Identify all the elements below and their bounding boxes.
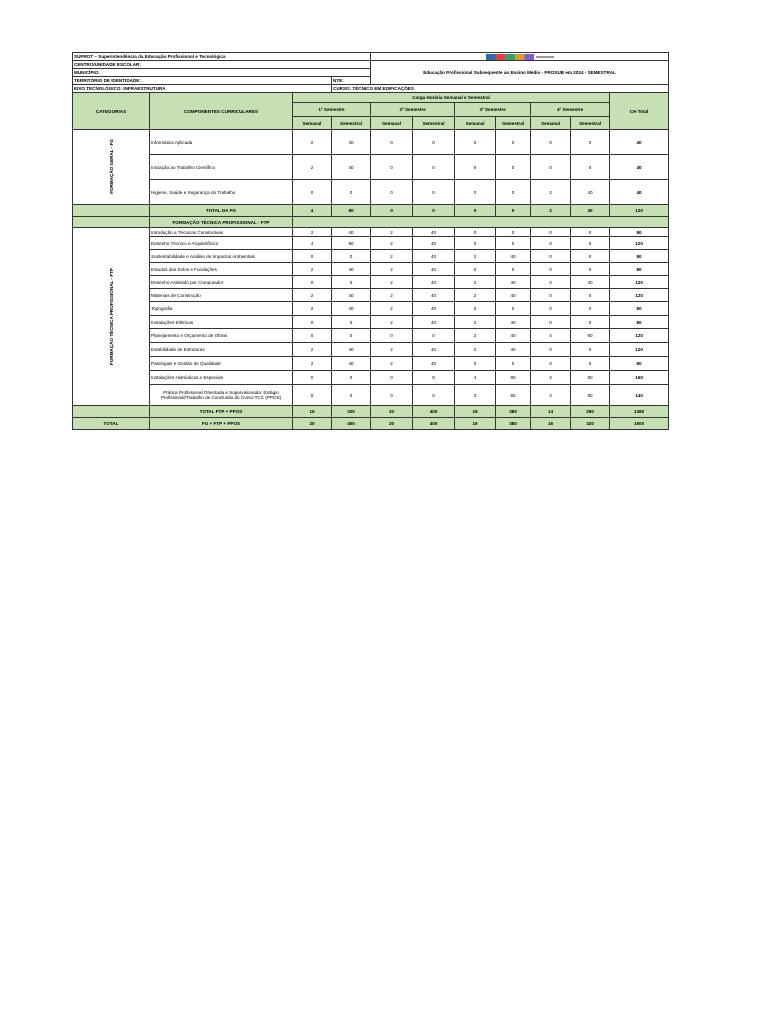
table-row [73, 329, 669, 343]
value-cell: 0 [531, 343, 571, 357]
fg-total-row [73, 205, 669, 217]
value-cell: 3 [455, 385, 496, 406]
value-cell: 0 [413, 130, 455, 155]
value-cell: 20 [371, 418, 413, 430]
value-cell: 0 [531, 302, 571, 316]
col-semestral: Semestral [413, 117, 455, 130]
value-cell: 80 [571, 385, 610, 406]
total-cell: 80 [610, 263, 669, 276]
value-cell: 40 [496, 329, 531, 343]
component-name: Topografia [150, 302, 293, 316]
value-cell: 2 [293, 357, 332, 371]
value-cell: 0 [413, 371, 455, 385]
value-cell: 2 [293, 343, 332, 357]
value-cell: 320 [571, 418, 610, 430]
value-cell: 40 [332, 130, 371, 155]
header-territorio: TERRITÓRIO DE IDENTIDADE: [73, 77, 332, 85]
header-eixo: EIXO TECNOLÓGICO: INFRAESTRUTURA [73, 85, 332, 93]
total-cell: 120 [610, 289, 669, 302]
value-cell: 0 [455, 130, 496, 155]
value-cell: 0 [332, 371, 371, 385]
value-cell: 0 [531, 250, 571, 263]
value-cell: 0 [455, 237, 496, 250]
component-name: Desenho Técnico e Arquitetônico [150, 237, 293, 250]
value-cell: 0 [413, 180, 455, 205]
value-cell: 0 [455, 205, 496, 217]
value-cell: 4 [531, 329, 571, 343]
value-cell: 40 [496, 276, 531, 289]
table-row [73, 155, 669, 180]
value-cell: 0 [293, 180, 332, 205]
value-cell: 0 [531, 357, 571, 371]
value-cell: 0 [531, 130, 571, 155]
value-cell: 280 [571, 406, 610, 418]
total-cell: 120 [610, 329, 669, 343]
value-cell: 0 [371, 180, 413, 205]
value-cell: 2 [455, 316, 496, 329]
value-cell: 20 [293, 418, 332, 430]
total-cell: 80 [610, 228, 669, 237]
value-cell: 0 [332, 329, 371, 343]
col-semanal: Semanal [531, 117, 571, 130]
value-cell: 0 [332, 276, 371, 289]
value-cell: 80 [496, 371, 531, 385]
table-row [73, 371, 669, 385]
value-cell: 0 [293, 385, 332, 406]
total-cell: 120 [610, 237, 669, 250]
empty-cell [73, 205, 150, 217]
header-suprot: SUPROT – Superintendência da Educação Profissional e Tecnológica [73, 53, 371, 61]
table-row [73, 302, 669, 316]
value-cell: 0 [293, 316, 332, 329]
value-cell: 0 [496, 228, 531, 237]
value-cell: 2 [371, 237, 413, 250]
component-name: Materiais de Construção [150, 289, 293, 302]
value-cell: 0 [571, 155, 610, 180]
total-cell: 140 [610, 385, 669, 406]
total-cell: 120 [610, 205, 669, 217]
value-cell: 40 [413, 343, 455, 357]
value-cell: 0 [455, 302, 496, 316]
col-ch-total: CH Total [610, 93, 669, 130]
curriculum-table [72, 52, 669, 430]
total-cell: 80 [610, 302, 669, 316]
value-cell: 40 [413, 250, 455, 263]
value-cell: 0 [413, 155, 455, 180]
value-cell: 16 [531, 418, 571, 430]
value-cell: 400 [413, 406, 455, 418]
value-cell: 0 [496, 130, 531, 155]
total-cell: 80 [610, 316, 669, 329]
value-cell: 2 [293, 289, 332, 302]
table-row [73, 357, 669, 371]
value-cell: 2 [371, 316, 413, 329]
col-semanal: Semanal [455, 117, 496, 130]
value-cell: 40 [332, 263, 371, 276]
total-cell: 40 [610, 180, 669, 205]
value-cell: 0 [455, 155, 496, 180]
value-cell: 40 [413, 276, 455, 289]
value-cell: 0 [332, 180, 371, 205]
value-cell: 80 [571, 329, 610, 343]
col-categorias: CATEGORIAS [73, 93, 150, 130]
value-cell: 0 [455, 357, 496, 371]
value-cell: 0 [293, 329, 332, 343]
value-cell: 0 [455, 228, 496, 237]
value-cell: 2 [531, 180, 571, 205]
value-cell: 0 [496, 155, 531, 180]
empty-cell [73, 406, 150, 418]
table-row [73, 289, 669, 302]
value-cell: 2 [455, 276, 496, 289]
value-cell: 2 [293, 155, 332, 180]
col-componentes: COMPONENTES CURRICULARES [150, 93, 293, 130]
value-cell: 2 [455, 289, 496, 302]
value-cell: 0 [571, 289, 610, 302]
value-cell: 320 [332, 406, 371, 418]
component-name: Instalações Elétricas [150, 316, 293, 329]
table-row [73, 237, 669, 250]
logo-subtext-icon [536, 56, 554, 58]
component-name: Estudos dos Solos e Fundações [150, 263, 293, 276]
header-logo-cell [371, 53, 669, 61]
value-cell: 2 [293, 263, 332, 276]
category-ftp: FORMAÇÃO TÉCNICA PROFISSIONAL - FTP [108, 267, 114, 365]
value-cell: 0 [531, 228, 571, 237]
total-cell: 120 [610, 343, 669, 357]
table-row [73, 180, 669, 205]
value-cell: 0 [571, 130, 610, 155]
grand-total-row [73, 418, 669, 430]
value-cell: 4 [531, 385, 571, 406]
table-row [73, 343, 669, 357]
value-cell: 80 [571, 371, 610, 385]
table-row [73, 250, 669, 263]
category-ftp-cell [73, 228, 150, 406]
value-cell: 40 [332, 155, 371, 180]
component-name: Planejamento e Orçamento de Obras [150, 329, 293, 343]
value-cell: 2 [455, 329, 496, 343]
value-cell: 0 [571, 237, 610, 250]
value-cell: 400 [332, 418, 371, 430]
table-row [73, 263, 669, 276]
value-cell: 40 [413, 237, 455, 250]
header-nte: NTE: [332, 77, 371, 85]
component-name: Higiene, Saúde e Segurança do Trabalho [150, 180, 293, 205]
value-cell: 40 [496, 343, 531, 357]
col-semestral: Semestral [496, 117, 531, 130]
table-row [73, 316, 669, 329]
value-cell: 0 [455, 263, 496, 276]
header-modalidade: Educação Profissional Subsequente ao Ensino Médio - PROSUB em 2024 - SEMESTRAL [371, 61, 669, 85]
value-cell: 2 [455, 343, 496, 357]
col-carga: Carga Horária Semanal e Semestral [293, 93, 610, 103]
category-fg: FORMAÇÃO GERAL - FG [108, 139, 114, 194]
total-cell: 80 [610, 357, 669, 371]
component-name: Introdução a Técnicas Construtivas [150, 228, 293, 237]
value-cell: 0 [455, 180, 496, 205]
value-cell: 2 [371, 276, 413, 289]
value-cell: 0 [371, 329, 413, 343]
value-cell: 40 [332, 357, 371, 371]
value-cell: 40 [571, 180, 610, 205]
ftp-rows [73, 228, 669, 406]
col-semanal: Semanal [293, 117, 332, 130]
ftp-total-label: TOTAL FTP + PPOS [150, 406, 293, 418]
value-cell: 60 [496, 385, 531, 406]
value-cell: 0 [371, 155, 413, 180]
value-cell: 0 [293, 276, 332, 289]
value-cell: 0 [371, 130, 413, 155]
value-cell: 14 [531, 406, 571, 418]
value-cell: 4 [455, 371, 496, 385]
value-cell: 2 [371, 302, 413, 316]
empty-cell [73, 217, 150, 228]
value-cell: 40 [332, 228, 371, 237]
component-name: Sustentabilidade e Análise de Impactos Ambientais [150, 250, 293, 263]
component-name: Iniciação ao Trabalho Científico [150, 155, 293, 180]
value-cell: 0 [531, 289, 571, 302]
component-name: Estabilidade de Estruturas [150, 343, 293, 357]
table-row [73, 276, 669, 289]
value-cell: 40 [413, 228, 455, 237]
value-cell: 40 [413, 289, 455, 302]
value-cell: 40 [496, 289, 531, 302]
value-cell: 400 [413, 418, 455, 430]
value-cell: 40 [332, 289, 371, 302]
component-name: Prática Profissional Orientada e Supervisionada: Estágio Profissional/Trabalho de Conclusão do Curso-TCC (PPOS) [150, 385, 293, 406]
value-cell: 4 [293, 237, 332, 250]
value-cell: 0 [332, 250, 371, 263]
total-cell: 160 [610, 371, 669, 385]
value-cell: 0 [293, 250, 332, 263]
total-cell: 40 [610, 155, 669, 180]
value-cell: 2 [371, 228, 413, 237]
value-cell: 0 [293, 371, 332, 385]
value-cell: 0 [496, 237, 531, 250]
value-cell: 0 [571, 250, 610, 263]
total-cell: 1380 [610, 406, 669, 418]
value-cell: 0 [496, 302, 531, 316]
value-cell: 0 [371, 385, 413, 406]
value-cell: 40 [413, 357, 455, 371]
value-cell: 2 [293, 228, 332, 237]
value-cell: 2 [531, 205, 571, 217]
col-sem3: 3º Semestre [455, 103, 531, 117]
table-row [73, 385, 669, 406]
value-cell: 0 [371, 205, 413, 217]
value-cell: 19 [455, 418, 496, 430]
empty-cell [293, 217, 669, 228]
table-row [73, 228, 669, 237]
value-cell: 2 [455, 250, 496, 263]
total-cell: 40 [610, 130, 669, 155]
value-cell: 0 [332, 316, 371, 329]
value-cell: 0 [531, 155, 571, 180]
value-cell: 40 [496, 316, 531, 329]
value-cell: 0 [496, 357, 531, 371]
component-name: Patologias e Gestão de Qualidade [150, 357, 293, 371]
value-cell: 2 [531, 276, 571, 289]
value-cell: 0 [413, 385, 455, 406]
value-cell: 2 [293, 302, 332, 316]
value-cell: 2 [371, 250, 413, 263]
table-row [73, 130, 669, 155]
value-cell: 0 [496, 205, 531, 217]
ftp-total-row [73, 406, 669, 418]
col-sem2: 2º Semestre [371, 103, 455, 117]
col-sem1: 1º Semestre [293, 103, 371, 117]
grand-total-label: TOTAL [73, 418, 150, 430]
value-cell: 16 [293, 406, 332, 418]
government-logo-icon [486, 54, 534, 60]
value-cell: 40 [571, 205, 610, 217]
grand-components-label: FG + FTP + PPOS [150, 418, 293, 430]
col-sem4: 4º Semestre [531, 103, 610, 117]
value-cell: 2 [293, 130, 332, 155]
value-cell: 0 [496, 263, 531, 276]
value-cell: 0 [371, 371, 413, 385]
category-fg-cell [73, 130, 150, 205]
value-cell: 4 [531, 371, 571, 385]
component-name: Instalações Hidráulicas e Especiais [150, 371, 293, 385]
ftp-section-title: FORMAÇÃO TÉCNICA PROFISSIONAL - FTP [150, 217, 293, 228]
value-cell: 380 [496, 406, 531, 418]
header-centro: CENTRO/UNIDADE ESCOLAR: [73, 61, 371, 69]
value-cell: 40 [496, 250, 531, 263]
component-name: Informática Aplicada [150, 130, 293, 155]
value-cell: 380 [496, 418, 531, 430]
total-cell: 120 [610, 276, 669, 289]
value-cell: 0 [571, 302, 610, 316]
value-cell: 80 [332, 205, 371, 217]
value-cell: 40 [332, 343, 371, 357]
value-cell: 80 [332, 237, 371, 250]
value-cell: 2 [371, 343, 413, 357]
col-semestral: Semestral [332, 117, 371, 130]
total-cell: 1500 [610, 418, 669, 430]
value-cell: 2 [371, 357, 413, 371]
fg-total-label: TOTAL DA FG [150, 205, 293, 217]
value-cell: 4 [293, 205, 332, 217]
value-cell: 2 [371, 289, 413, 302]
value-cell: 0 [571, 343, 610, 357]
value-cell: 0 [413, 329, 455, 343]
value-cell: 40 [413, 263, 455, 276]
header-municipio: MUNICÍPIO: [73, 69, 371, 77]
total-cell: 80 [610, 250, 669, 263]
col-semanal: Semanal [371, 117, 413, 130]
value-cell: 40 [332, 302, 371, 316]
value-cell: 0 [531, 263, 571, 276]
value-cell: 19 [455, 406, 496, 418]
value-cell: 0 [413, 205, 455, 217]
value-cell: 0 [571, 357, 610, 371]
value-cell: 0 [571, 263, 610, 276]
value-cell: 0 [332, 385, 371, 406]
value-cell: 40 [413, 302, 455, 316]
value-cell: 20 [371, 406, 413, 418]
value-cell: 40 [571, 276, 610, 289]
value-cell: 40 [413, 316, 455, 329]
value-cell: 0 [496, 180, 531, 205]
col-semestral: Semestral [571, 117, 610, 130]
value-cell: 0 [531, 237, 571, 250]
curriculum-sheet [72, 52, 668, 430]
value-cell: 0 [531, 316, 571, 329]
header-curso: CURSO: TÉCNICO EM EDIFICAÇÕES [332, 85, 669, 93]
value-cell: 0 [571, 316, 610, 329]
value-cell: 0 [571, 228, 610, 237]
component-name: Desenho Assistido por Computador [150, 276, 293, 289]
value-cell: 2 [371, 263, 413, 276]
